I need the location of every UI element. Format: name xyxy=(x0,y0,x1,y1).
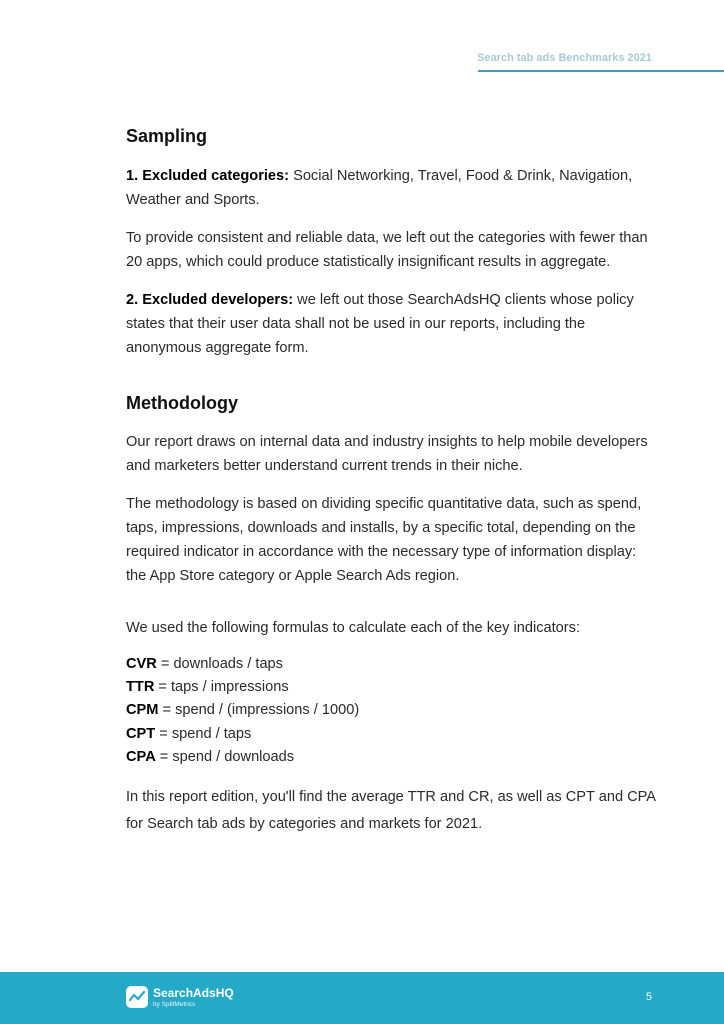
header-rule xyxy=(478,70,724,72)
footer-bar xyxy=(0,972,724,1024)
searchadshq-logo-icon xyxy=(126,986,148,1008)
formula-term: CPT xyxy=(126,725,156,742)
formula-term: CPA xyxy=(126,748,156,765)
methodology-heading: Methodology xyxy=(126,393,238,413)
logo-name: SearchAdsHQ xyxy=(153,986,234,1000)
formula-list xyxy=(126,653,656,769)
formula-definition: = spend / taps xyxy=(155,725,252,742)
formula-definition: = spend / downloads xyxy=(155,748,295,765)
logo-subtitle: by SplitMetrics xyxy=(153,1001,196,1008)
sampling-heading: Sampling xyxy=(126,126,208,146)
formula-cpa xyxy=(126,746,656,769)
header-title: Search tab ads Benchmarks 2021 xyxy=(477,52,652,64)
formula-cpt xyxy=(126,723,656,746)
excluded-categories-label: 1. Excluded categories: xyxy=(126,168,290,184)
methodology-paragraph-2: The methodology is based on dividing specific quantitative data, such as spend, taps, impressions, downloads and installs, by a specific total, depending on the required indicator in accordance with the necessary type of information display: the App Store category or Apple Search Ads region. xyxy=(126,496,642,584)
formula-definition: = downloads / taps xyxy=(156,656,283,672)
formula-term: TTR xyxy=(126,679,155,696)
excluded-developers-label: 2. Excluded developers: xyxy=(126,292,294,308)
formulas-intro: We used the following formulas to calculate each of the key indicators: xyxy=(126,620,581,636)
page-number: 5 xyxy=(645,991,652,1003)
methodology-paragraph-1: Our report draws on internal data and industry insights to help mobile developers and marketers better understand current trends in their niche. xyxy=(126,434,648,474)
excluded-developers-paragraph xyxy=(126,288,656,360)
sampling-paragraph: To provide consistent and reliable data, we left out the categories with fewer than 20 apps, which could produce statistically insignificant results in aggregate. xyxy=(126,230,648,270)
formula-term: CPM xyxy=(126,702,159,719)
formula-ttr xyxy=(126,676,656,699)
main-content xyxy=(126,126,656,838)
report-edition-paragraph: In this report edition, you'll find the average TTR and CR, as well as CPT and CPA for Search tab ads by categories and markets for 2021. xyxy=(126,789,656,833)
formula-definition: = spend / (impressions / 1000) xyxy=(158,702,360,719)
formula-definition: = taps / impressions xyxy=(154,679,289,696)
formula-cvr xyxy=(126,653,656,676)
excluded-categories-text: Social Networking, Travel, Food & Drink, Navigation, Weather and Sports. xyxy=(126,168,633,208)
formula-cpm xyxy=(126,699,656,722)
excluded-categories-paragraph xyxy=(126,164,656,212)
formula-term: CVR xyxy=(126,656,157,672)
excluded-developers-text: we left out those SearchAdsHQ clients whose policy states that their user data shall not be used in our reports, including the anonymous aggregate form. xyxy=(126,292,634,356)
